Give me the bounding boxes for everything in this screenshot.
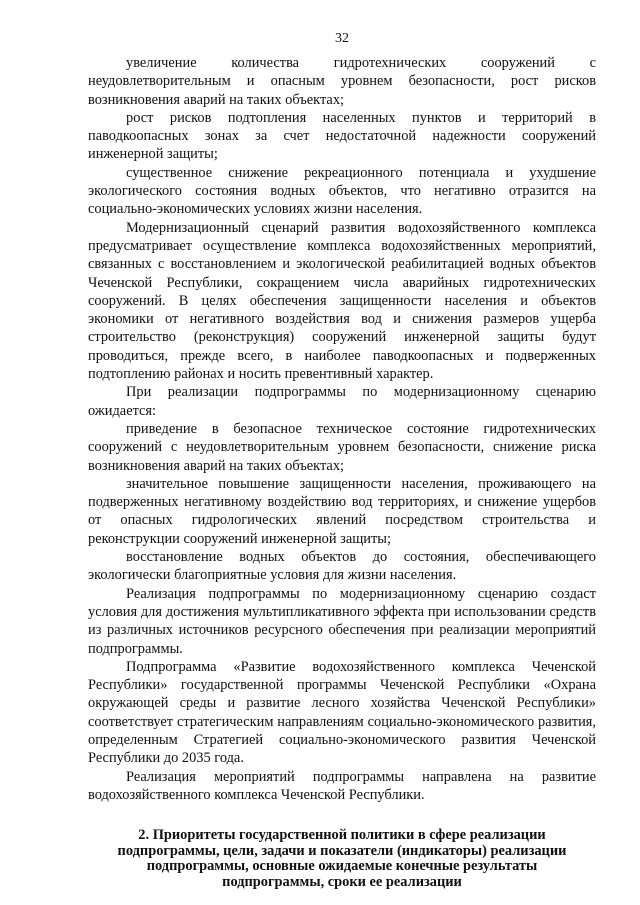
paragraph-recreation-decline: существенное снижение рекреационного потенциала и ухудшение экологического состояния водных объектов, что негативно отразится на социально-экономических условиях жизни населения. [88, 164, 596, 218]
paragraph-protection-increase: значительное повышение защищенности населения, проживающего на подверженных негативному воздействию вод территориях, и снижение ущербов от опасных гидрологических явлений посредством строительства и реконструкции сооружений инженерной защиты; [88, 475, 596, 547]
document-page [88, 30, 596, 890]
paragraph-implementation-aim: Реализация мероприятий подпрограммы направлена на развитие водохозяйственного комплекса Чеченской Республики. [88, 768, 596, 803]
paragraph-strategy-compliance: Подпрограмма «Развитие водохозяйственного комплекса Чеченской Республики» государственной программы Чеченской Республики «Охрана окружающей среды и развитие лесного хозяйства Чеченской Республики» соответствует стратегическим направлениям социально-экономического развития, определенным Стратегией социально-экономического развития Чеченской Республики до 2035 года. [88, 658, 596, 767]
section-heading: 2. Приоритеты государственной политики в сфере реализации подпрограммы, цели, задачи и показатели (индикаторы) реализации подпрограммы, основные ожидаемые конечные результаты подпрограммы, сроки ее реализации [117, 827, 567, 890]
paragraph-multiplicative-effect: Реализация подпрограммы по модернизационному сценарию создаст условия для достижения мультипликативного эффекта при использовании средств из различных источников ресурсного обеспечения при реализации мероприятий подпрограммы. [88, 585, 596, 657]
paragraph-risk-hydro-structures: увеличение количества гидротехнических сооружений с неудовлетворительным и опасным уровнем безопасности, рост рисков возникновения аварий на таких объектах; [88, 55, 596, 108]
paragraph-expected-intro: При реализации подпрограммы по модернизационному сценарию ожидается: [88, 384, 596, 419]
paragraph-flood-risk: рост рисков подтопления населенных пунктов и территорий в паводкоопасных зонах за счет недостаточной надежности сооружений инженерной защиты; [88, 109, 596, 163]
paragraph-modernization-scenario: Модернизационный сценарий развития водохозяйственного комплекса предусматривает осуществление комплекса водохозяйственных мероприятий, связанных с восстановлением и экологической реабилитацией водных объектов Чеченской Республики, сокращением числа аварийных гидротехнических сооружений. В целях обеспечения защищенности населения и объектов экономики от негативного воздействия вод и снижения размеров ущерба строительство (реконструкция) сооружений инженерной защиты будут проводиться, прежде всего, в наиболее паводкоопасных и подверженных подтоплению районах и носить превентивный характер. [88, 219, 596, 383]
paragraph-safe-condition: приведение в безопасное техническое состояние гидротехнических сооружений с неудовлетворительным уровнем безопасности, снижение риска возникновения аварий на таких объектах; [88, 420, 596, 474]
paragraph-water-restoration: восстановление водных объектов до состояния, обеспечивающего экологически благоприятные условия для жизни населения. [88, 549, 596, 584]
page-number: 32 [335, 31, 349, 46]
